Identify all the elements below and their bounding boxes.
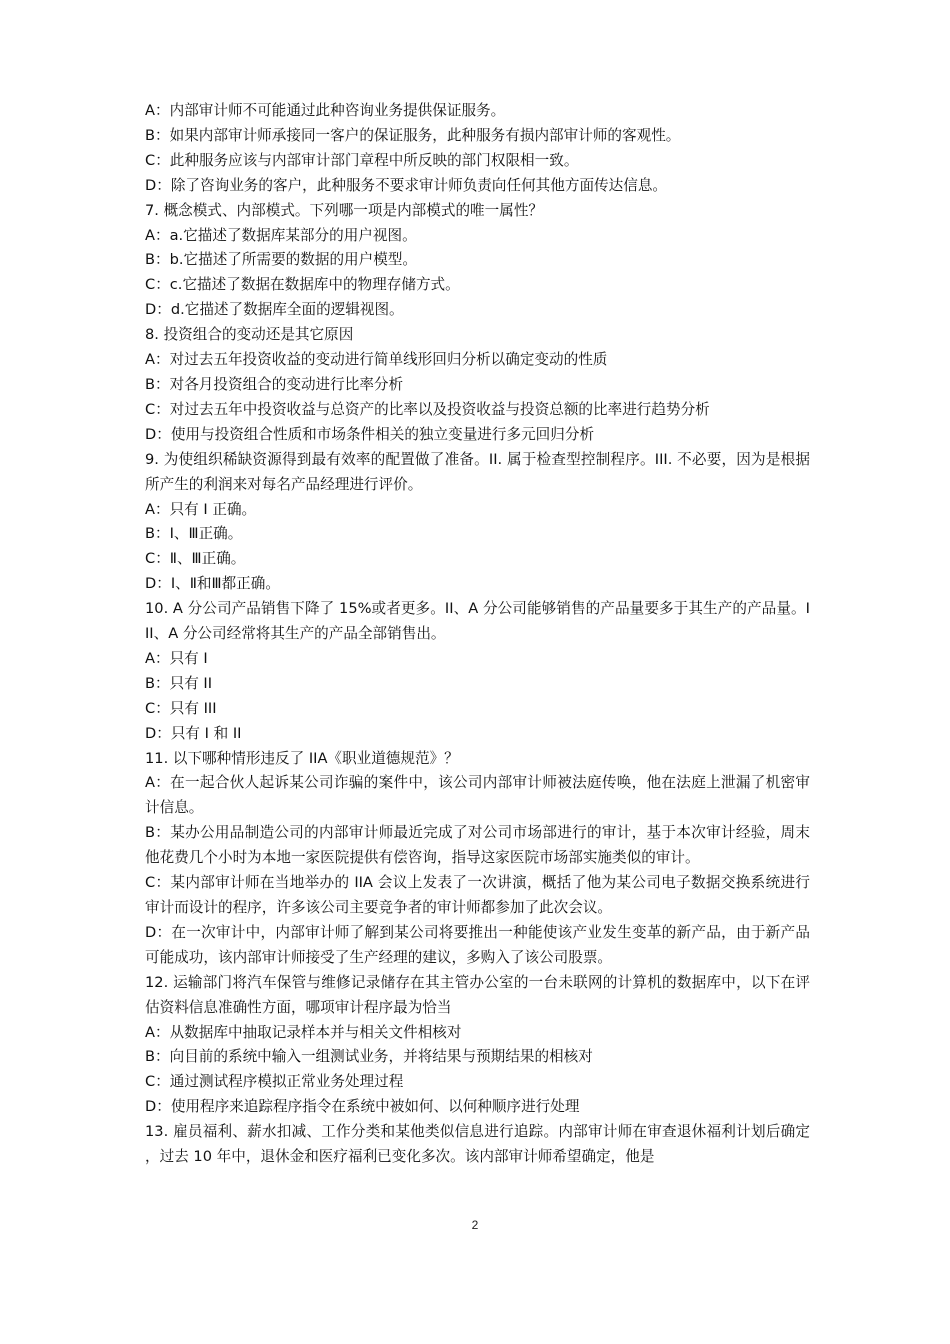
question-text: 10. A 分公司产品销售下降了 15%或者更多。II、A 分公司能够销售的产品量要多于其生产的产品量。III、A 分公司经常将其生产的产品全部销售出。 [145, 600, 810, 643]
question-text: 13. 雇员福利、薪水扣减、工作分类和某他类似信息进行追踪。内部审计师在审查退休福利计划后确定，过去 10 年中，退休金和医疗福利已变化多次。该内部审计师希望确定，他是 [145, 1123, 810, 1166]
answer-option: B：b.它描述了所需要的数据的用户模型。 [145, 251, 418, 269]
answer-option: D：d.它描述了数据库全面的逻辑视图。 [145, 301, 404, 319]
answer-option: B：只有 II [145, 674, 213, 692]
question-text: 11. 以下哪种情形违反了 IIA《职业道德规范》？ [145, 749, 459, 767]
answer-option: A：对过去五年投资收益的变动进行简单线形回归分析以确定变动的性质 [145, 351, 608, 369]
answer-option: D：除了咨询业务的客户，此种服务不要求审计师负责向任何其他方面传达信息。 [145, 176, 668, 194]
answer-option: B：对各月投资组合的变动进行比率分析 [145, 375, 404, 393]
answer-option: C：Ⅱ、Ⅲ正确。 [145, 550, 246, 568]
document-body [145, 99, 810, 1170]
answer-option: D：I、Ⅱ和Ⅲ都正确。 [145, 575, 280, 593]
answer-option: C：只有 III [145, 699, 217, 717]
question-text: 8. 投资组合的变动还是其它原因 [145, 326, 354, 344]
question-text: 9. 为使组织稀缺资源得到最有效率的配置做了准备。II. 属于检查型控制程序。III. 不必要，因为是根据所产生的利润来对每名产品经理进行评价。 [145, 450, 810, 493]
answer-option: D：使用与投资组合性质和市场条件相关的独立变量进行多元回归分析 [145, 425, 595, 443]
question-text: 12. 运输部门将汽车保管与维修记录储存在其主管办公室的一台未联网的计算机的数据库中，以下在评估资料信息准确性方面，哪项审计程序最为恰当 [145, 973, 810, 1016]
answer-option: A：在一起合伙人起诉某公司诈骗的案件中，该公司内部审计师被法庭传唤，他在法庭上泄漏了机密审计信息。 [145, 774, 810, 817]
answer-option: C：某内部审计师在当地举办的 IIA 会议上发表了一次讲演，概括了他为某公司电子数据交换系统进行审计而设计的程序，许多该公司主要竞争者的审计师都参加了此次会议。 [145, 874, 810, 916]
answer-option: B：某办公用品制造公司的内部审计师最近完成了对公司市场部进行的审计，基于本次审计经验，周末他花费几个小时为本地一家医院提供有偿咨询，指导这家医院市场部实施类似的审计。 [145, 824, 810, 867]
answer-option: C：对过去五年中投资收益与总资产的比率以及投资收益与投资总额的比率进行趋势分析 [145, 400, 710, 418]
answer-option: D：使用程序来追踪程序指令在系统中被如何、以何种顺序进行处理 [145, 1098, 580, 1116]
answer-option: A：内部审计师不可能通过此种咨询业务提供保证服务。 [145, 102, 506, 119]
answer-option: D：只有 I 和 II [145, 724, 242, 742]
answer-option: B：I、Ⅲ正确。 [145, 525, 243, 543]
answer-option: B：向目前的系统中输入一组测试业务，并将结果与预期结果的相核对 [145, 1048, 593, 1066]
answer-option: A：从数据库中抽取记录样本并与相关文件相核对 [145, 1023, 462, 1041]
answer-option: C：c.它描述了数据在数据库中的物理存储方式。 [145, 276, 460, 294]
answer-option: C：通过测试程序模拟正常业务处理过程 [145, 1073, 404, 1091]
answer-option: A：只有 I 正确。 [145, 500, 257, 518]
page-number: 2 [471, 1218, 479, 1232]
answer-option: C：此种服务应该与内部审计部门章程中所反映的部门权限相一致。 [145, 151, 579, 169]
answer-option: D：在一次审计中，内部审计师了解到某公司将要推出一种能使该产业发生变革的新产品，由于新产品可能成功，该内部审计师接受了生产经理的建议，多购入了该公司股票。 [145, 923, 810, 966]
question-text: 7. 概念模式、内部模式。下列哪一项是内部模式的唯一属性？ [145, 201, 544, 219]
answer-option: A：a.它描述了数据库某部分的用户视图。 [145, 226, 417, 244]
answer-option: B：如果内部审计师承接同一客户的保证服务，此种服务有损内部审计师的客观性。 [145, 126, 681, 144]
answer-option: A：只有 I [145, 649, 208, 667]
